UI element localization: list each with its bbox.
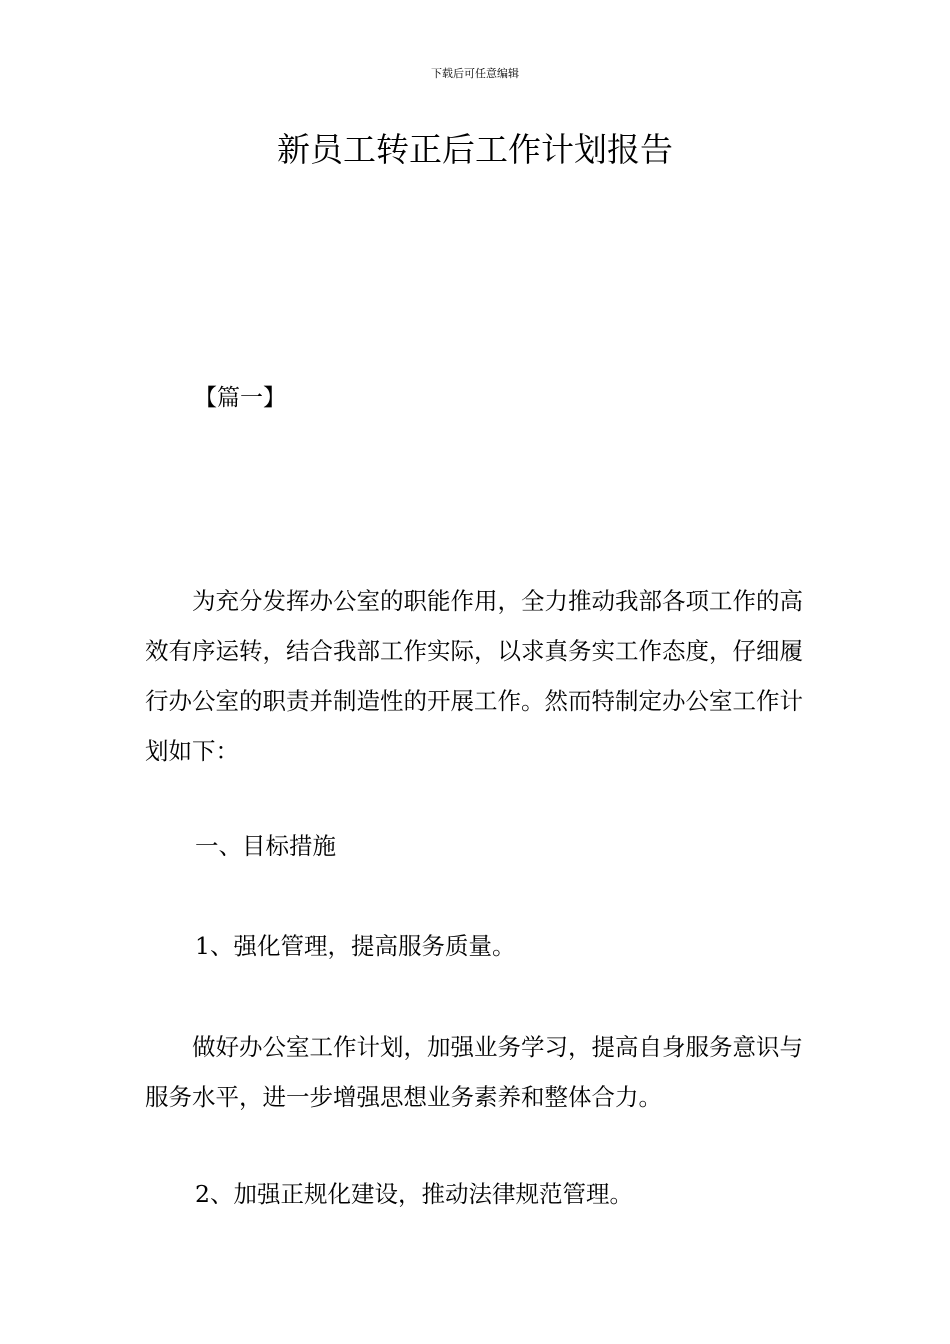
document-title: 新员工转正后工作计划报告: [277, 130, 673, 169]
heading-objectives: 一、目标措施: [195, 832, 336, 860]
header-note: 下载后可任意编辑: [431, 67, 519, 80]
list-item-1: 1、强化管理，提高服务质量。: [195, 932, 516, 960]
item-1-paragraph: 做好办公室工作计划，加强业务学习，提高自身服务意识与服务水平，进一步增强思想业务素养和整体合力。: [145, 1033, 803, 1111]
list-item-2: 2、加强正规化建设，推动法律规范管理。: [195, 1180, 633, 1208]
intro-paragraph: 为充分发挥办公室的职能作用，全力推动我部各项工作的高效有序运转，结合我部工作实际，以求真务实工作态度，仔细履行办公室的职责并制造性的开展工作。然而特制定办公室工作计划如下：: [145, 587, 803, 765]
section-label: 【篇一】: [194, 385, 286, 411]
